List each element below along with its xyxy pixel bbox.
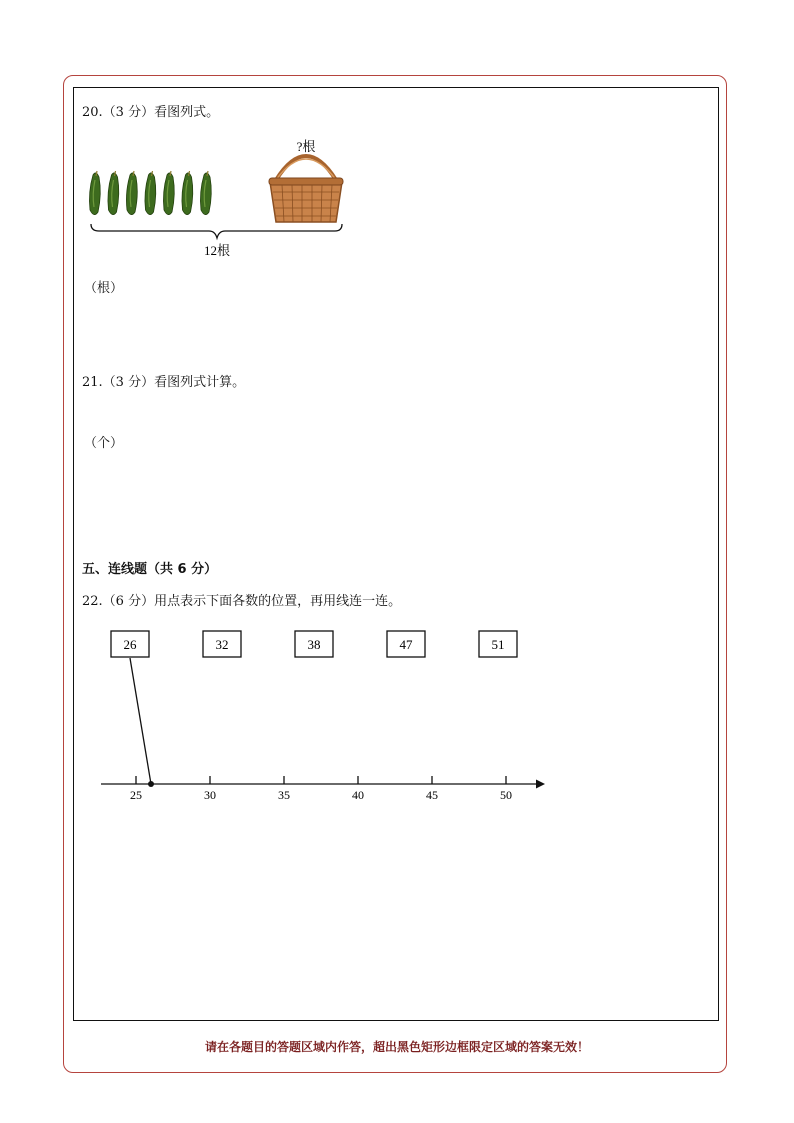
number-box-label: 38 — [307, 637, 321, 652]
footer-notice: 请在各题目的答题区域内作答，超出黑色矩形边框限定区域的答案无效！ — [204, 1040, 589, 1054]
basket-icon — [269, 156, 343, 222]
tick-label: 40 — [352, 788, 364, 802]
number-line-ticks — [130, 776, 512, 802]
tick-label: 25 — [130, 788, 142, 802]
cucumber-icon — [145, 171, 156, 215]
number-boxes — [111, 631, 517, 657]
tick-label: 45 — [426, 788, 438, 802]
q20-title: 20.（3 分）看图列式。 — [82, 105, 220, 120]
number-box-label: 51 — [491, 637, 505, 652]
number-box-label: 47 — [399, 637, 413, 652]
connect-line-26 — [130, 658, 151, 784]
q21-title: 21.（3 分）看图列式计算。 — [82, 375, 246, 390]
number-box[interactable] — [295, 631, 333, 657]
tick-label: 50 — [500, 788, 512, 802]
number-box-label: 32 — [215, 637, 229, 652]
tick-label: 35 — [278, 788, 290, 802]
total-brace — [91, 224, 342, 238]
cucumber-icon — [108, 171, 119, 215]
cucumber-icon — [126, 171, 137, 215]
cucumber-icon — [89, 171, 100, 215]
q22-number-line-figure — [95, 622, 555, 817]
cucumber-icon — [200, 171, 211, 215]
point-26 — [148, 781, 154, 787]
number-line-arrow — [536, 780, 545, 789]
basket-label: ?根 — [296, 139, 316, 154]
number-box[interactable] — [111, 631, 149, 657]
q21-unit: （个） — [84, 436, 124, 451]
cucumber-icon — [163, 171, 174, 215]
number-box-label: 26 — [123, 637, 137, 652]
section-heading: 五、连线题（共 6 分） — [82, 562, 218, 577]
tick-label: 30 — [204, 788, 216, 802]
q22-title: 22.（6 分）用点表示下面各数的位置，再用线连一连。 — [82, 594, 402, 609]
total-label: 12根 — [203, 243, 231, 258]
cucumber-icon — [182, 171, 193, 215]
cucumber-group — [89, 171, 211, 215]
number-box[interactable] — [387, 631, 425, 657]
q20-unit: （根） — [84, 281, 124, 296]
number-box[interactable] — [479, 631, 517, 657]
q20-figure — [84, 132, 349, 262]
number-box[interactable] — [203, 631, 241, 657]
